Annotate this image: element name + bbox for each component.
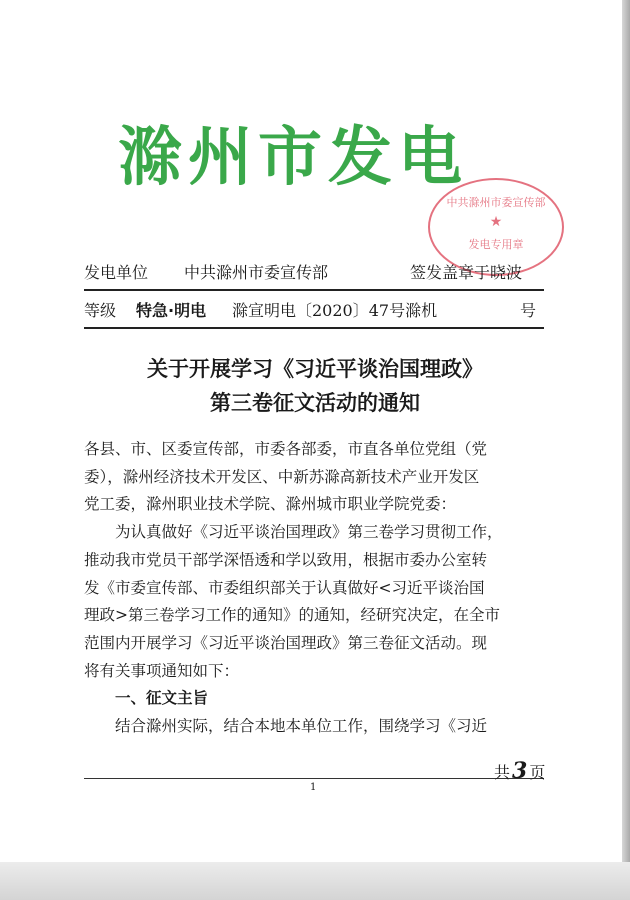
seal-star-icon: ★ bbox=[489, 214, 503, 230]
body-line: 结合滁州实际，结合本地本单位工作，围绕学习《习近 bbox=[84, 717, 488, 736]
sender-value: 中共滁州市委宣传部 bbox=[184, 263, 329, 282]
body-line: 推动我市党员干部学深悟透和学以致用，根据市委办公室转 bbox=[84, 550, 488, 569]
level-value: 特急·明电 bbox=[136, 301, 207, 320]
divider-line bbox=[84, 327, 544, 329]
seal-org-text: 中共滁州市委宣传部 bbox=[446, 196, 546, 209]
body-line: 范围内开展学习《习近平谈治国理政》第三卷征文活动。现 bbox=[84, 633, 488, 652]
masthead-title: 滁州市发电 bbox=[118, 121, 468, 195]
page-total-count: 3 bbox=[512, 758, 528, 784]
doc-title-line1: 关于开展学习《习近平谈治国理政》 bbox=[147, 357, 483, 381]
divider-line bbox=[84, 289, 544, 291]
seal-name-text: 发电专用章 bbox=[468, 238, 524, 251]
doc-number: 滁宣明电〔2020〕47号滁机 bbox=[232, 301, 438, 320]
doc-title-line2: 第三卷征文活动的通知 bbox=[210, 391, 420, 415]
scan-edge-bottom bbox=[0, 862, 630, 900]
number-suffix: 号 bbox=[520, 301, 537, 320]
body-line: 发《市委宣传部、市委组织部关于认真做好<习近平谈治国 bbox=[84, 578, 485, 597]
page-number: 1 bbox=[310, 782, 317, 793]
body-line: 理政>第三卷学习工作的通知》的通知，经研究决定，在全市 bbox=[84, 606, 500, 625]
scan-edge-right bbox=[622, 0, 630, 900]
page-total bbox=[494, 758, 545, 784]
footer-rule bbox=[84, 778, 544, 779]
page-total-prefix: 共 bbox=[494, 763, 511, 782]
page-total-suffix: 页 bbox=[529, 763, 546, 782]
level-label: 等级 bbox=[84, 301, 117, 320]
body-line: 为认真做好《习近平谈治国理政》第三卷学习贯彻工作， bbox=[84, 523, 503, 542]
body-line: 将有关事项通知如下： bbox=[84, 661, 240, 680]
body-line: 各县、市、区委宣传部，市委各部委，市直各单位党组（党 bbox=[84, 440, 488, 458]
body-text bbox=[84, 436, 554, 741]
sender-label: 发电单位 bbox=[84, 263, 149, 282]
signer-text: 签发盖章于晓波 bbox=[410, 263, 523, 282]
body-line: 党工委，滁州职业技术学院、滁州城市职业学院党委： bbox=[84, 495, 457, 514]
body-line: 委），滁州经济技术开发区、中新苏滁高新技术产业开发区 bbox=[84, 467, 480, 486]
section-heading: 一、征文主旨 bbox=[84, 689, 209, 708]
